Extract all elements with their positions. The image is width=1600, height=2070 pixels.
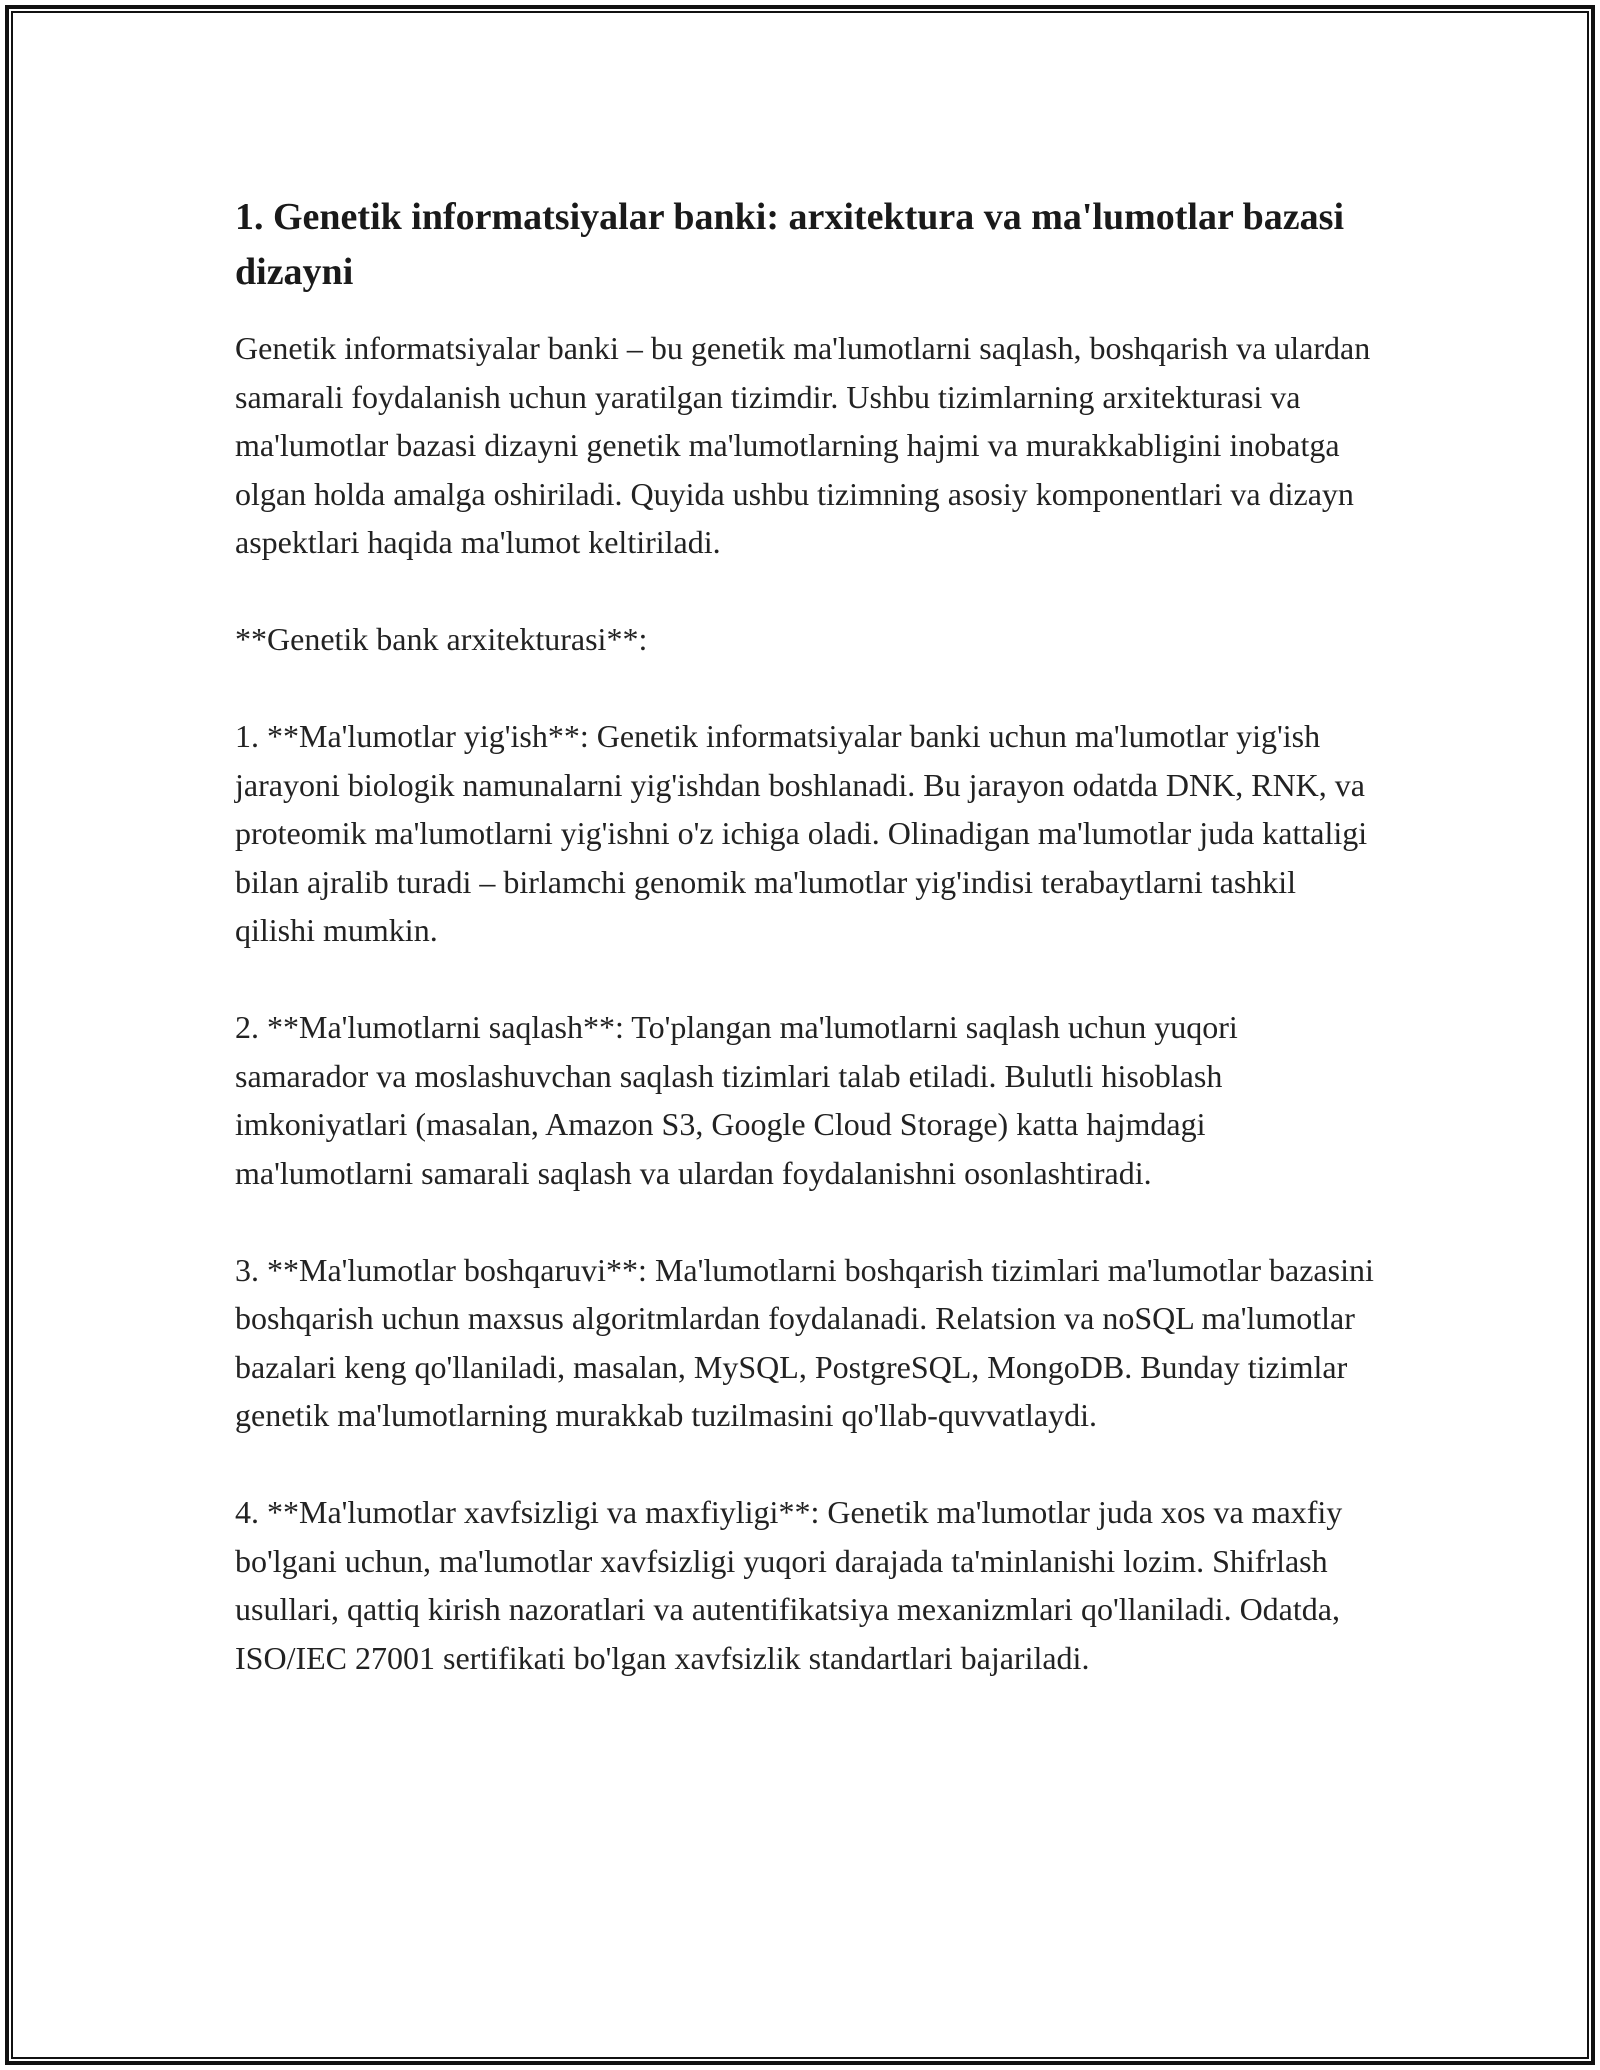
list-item-data-collection: 1. **Ma'lumotlar yig'ish**: Genetik informatsiyalar banki uchun ma'lumotlar yig'ish jarayoni biologik namunalarni yig'ishdan boshlanadi. Bu jarayon odatda DNK, RNK, va proteomik ma'lumotlarni yig'ishni o'z ichiga oladi. Olinadigan ma'lumotlar juda kattaligi bilan ajralib turadi – birlamchi genomik ma'lumotlar yig'indisi terabaytlarni tashkil qilishi mumkin. <box>235 718 1368 948</box>
architecture-subheading: **Genetik bank arxitekturasi**: <box>235 621 648 657</box>
list-item-data-storage: 2. **Ma'lumotlarni saqlash**: To'plangan ma'lumotlarni saqlash uchun yuqori samarador va moslashuvchan saqlash tizimlari talab etiladi. Bulutli hisoblash imkoniyatlari (masalan, Amazon S3, Google Cloud Storage) katta hajmdagi ma'lumotlarni samarali saqlash va ulardan foydalanishni osonlashtiradi. <box>235 1009 1238 1191</box>
document-body <box>235 190 1375 1682</box>
list-item-data-security: 4. **Ma'lumotlar xavfsizligi va maxfiyligi**: Genetik ma'lumotlar juda xos va maxfiy bo'lgani uchun, ma'lumotlar xavfsizligi yuqori darajada ta'minlanishi lozim. Shifrlash usullari, qattiq kirish nazoratlari va autentifikatsiya mexanizmlari qo'llaniladi. Odatda, ISO/IEC 27001 sertifikati bo'lgan xavfsizlik standartlari bajariladi. <box>235 1494 1343 1676</box>
section-heading: 1. Genetik informatsiyalar banki: arxitektura va ma'lumotlar bazasi dizayni <box>235 196 1345 293</box>
intro-paragraph: Genetik informatsiyalar banki – bu genetik ma'lumotlarni saqlash, boshqarish va ulardan samarali foydalanish uchun yaratilgan tizimdir. Ushbu tizimlarning arxitekturasi va ma'lumotlar bazasi dizayni genetik ma'lumotlarning hajmi va murakkabligini inobatga olgan holda amalga oshiriladi. Quyida ushbu tizimning asosiy komponentlari va dizayn aspektlari haqida ma'lumot keltiriladi. <box>235 330 1371 560</box>
list-item-data-management: 3. **Ma'lumotlar boshqaruvi**: Ma'lumotlarni boshqarish tizimlari ma'lumotlar bazasini boshqarish uchun maxsus algoritmlardan foydalanadi. Relatsion va noSQL ma'lumotlar bazalari keng qo'llaniladi, masalan, MySQL, PostgreSQL, MongoDB. Bunday tizimlar genetik ma'lumotlarning murakkab tuzilmasini qo'llab-quvvatlaydi. <box>235 1251 1374 1433</box>
